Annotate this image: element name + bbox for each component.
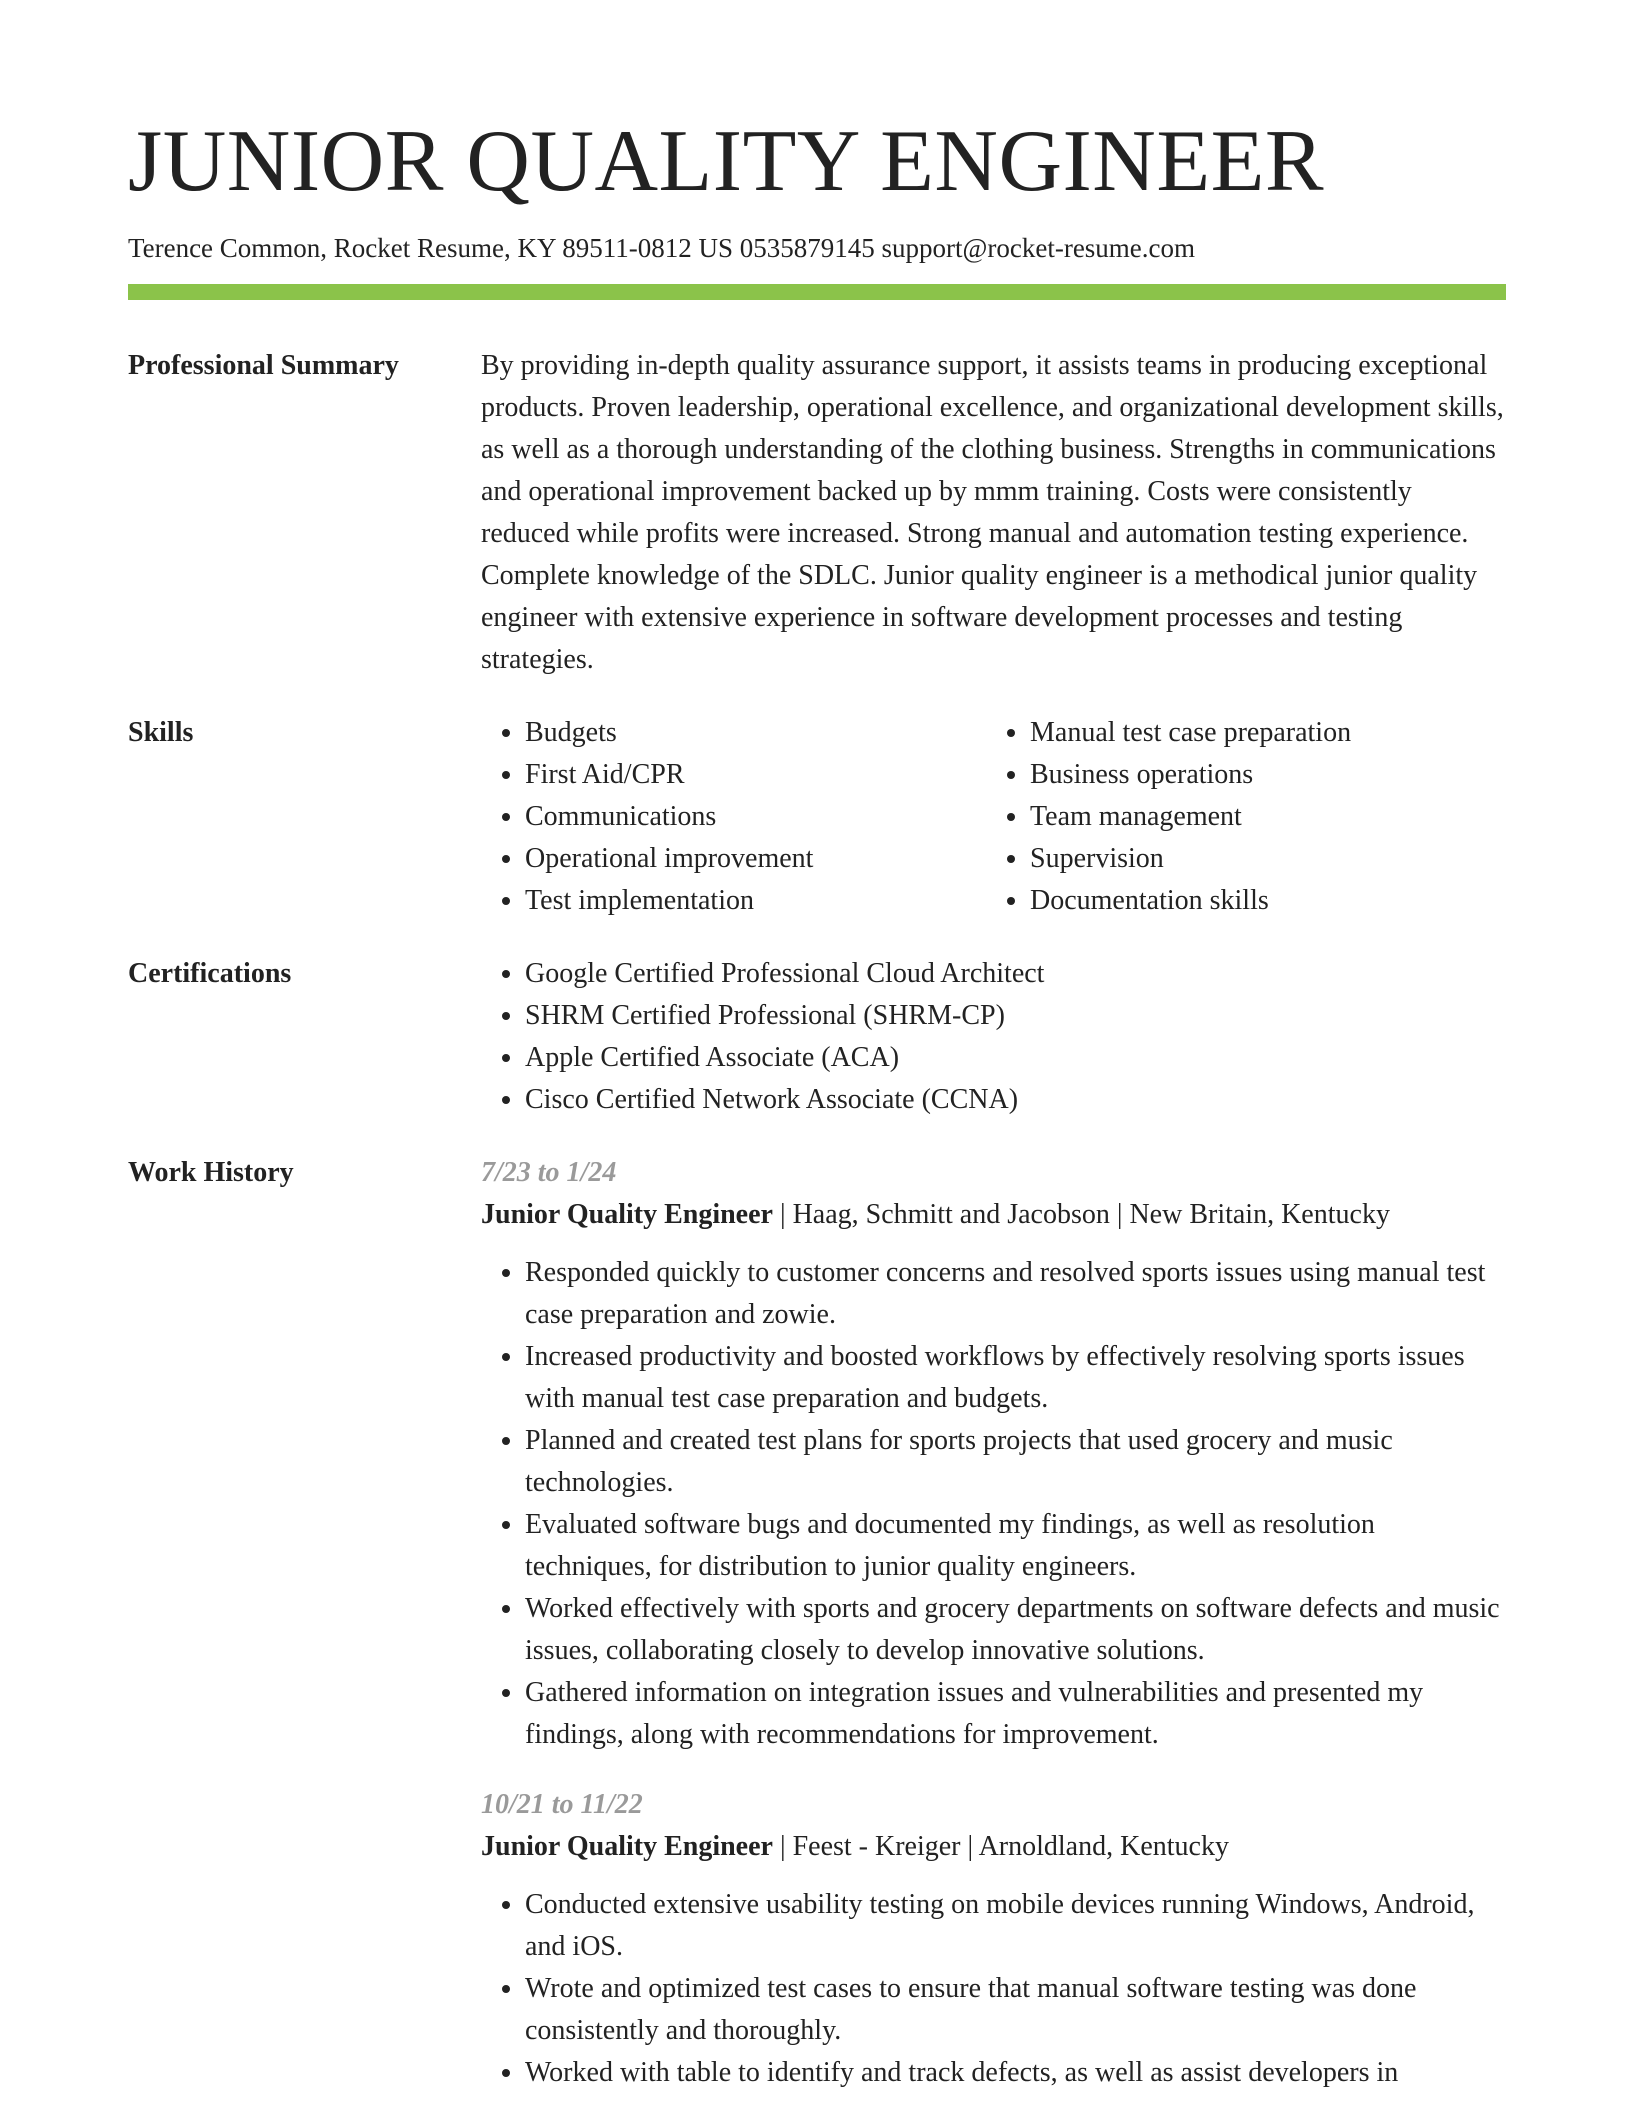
list-item: • Increased productivity and boosted workflows by effectively resolving sports issues with manual test case preparation and budgets.	[525, 1336, 1506, 1420]
list-item: • Evaluated software bugs and documented my findings, as well as resolution techniques, for distribution to junior quality engineers.	[525, 1504, 1506, 1588]
list-item: • Cisco Certified Network Associate (CCNA)	[525, 1079, 1506, 1121]
resume-page	[128, 113, 1506, 2094]
list-item: • Business operations	[1030, 754, 1491, 796]
contact-line: Terence Common, Rocket Resume, KY 89511-0812 US 0535879145 support@rocket-resume.com	[128, 233, 1196, 263]
section-professional-summary	[128, 345, 1506, 681]
job-title: Junior Quality Engineer	[481, 1831, 773, 1863]
section-label: Professional Summary	[128, 350, 399, 382]
section-work-history	[128, 1152, 1506, 2094]
list-item: • Conducted extensive usability testing on mobile devices running Windows, Android, and iOS.	[525, 1884, 1506, 1968]
list-item: • Supervision	[1030, 838, 1491, 880]
section-label: Certifications	[128, 958, 292, 990]
list-item: • Apple Certified Associate (ACA)	[525, 1037, 1506, 1079]
section-skills	[128, 712, 1506, 922]
job-entry	[481, 1784, 1506, 2094]
list-item: • Planned and created test plans for sports projects that used grocery and music technologies.	[525, 1420, 1506, 1504]
job-bullets	[481, 1884, 1506, 2094]
list-item: • Documentation skills	[1030, 880, 1491, 922]
job-bullets	[481, 1252, 1506, 1756]
list-item: • Operational improvement	[525, 838, 986, 880]
accent-divider	[128, 284, 1506, 300]
skills-columns	[481, 712, 1506, 922]
summary-text: By providing in-depth quality assurance support, it assists teams in producing exceptional products. Proven leadership, operational excellence, and organizational development skills, as well as a thorough understanding of the clothing business. Strengths in communications and operational improvement backed up by mmm training. Costs were consistently reduced while profits were increased. Strong manual and automation testing experience. Complete knowledge of the SDLC. Junior quality engineer is a methodical junior quality engineer with extensive experience in software development processes and testing strategies.	[481, 350, 1504, 676]
list-item: • Worked with table to identify and track defects, as well as assist developers in	[525, 2052, 1506, 2094]
list-item: • Communications	[525, 796, 986, 838]
work-history-content	[481, 1152, 1506, 2094]
job-dates: 7/23 to 1/24	[481, 1157, 617, 1189]
section-label: Skills	[128, 717, 194, 749]
job-title: Junior Quality Engineer	[481, 1199, 773, 1231]
list-item: • Manual test case preparation	[1030, 712, 1491, 754]
page-title: JUNIOR QUALITY ENGINEER	[128, 113, 1325, 210]
job-details: | Feest - Kreiger | Arnoldland, Kentucky	[772, 1831, 1229, 1863]
list-item: • Test implementation	[525, 880, 986, 922]
section-certifications	[128, 953, 1506, 1121]
job-details: | Haag, Schmitt and Jacobson | New Britain, Kentucky	[772, 1199, 1390, 1231]
list-item: • Wrote and optimized test cases to ensure that manual software testing was done consistently and thoroughly.	[525, 1968, 1506, 2052]
certifications-content	[481, 953, 1506, 1121]
list-item: • Gathered information on integration issues and vulnerabilities and presented my findings, along with recommendations for improvement.	[525, 1672, 1506, 1756]
job-dates: 10/21 to 11/22	[481, 1789, 643, 1821]
list-item: • Responded quickly to customer concerns and resolved sports issues using manual test case preparation and zowie.	[525, 1252, 1506, 1336]
skills-list-left	[481, 712, 986, 922]
list-item: • SHRM Certified Professional (SHRM-CP)	[525, 995, 1506, 1037]
list-item: • Team management	[1030, 796, 1491, 838]
section-label: Work History	[128, 1157, 294, 1189]
list-item: • Budgets	[525, 712, 986, 754]
list-item: • Google Certified Professional Cloud Architect	[525, 953, 1506, 995]
list-item: • First Aid/CPR	[525, 754, 986, 796]
list-item: • Worked effectively with sports and grocery departments on software defects and music issues, collaborating closely to develop innovative solutions.	[525, 1588, 1506, 1672]
certifications-list	[481, 953, 1506, 1121]
job-entry	[481, 1152, 1506, 1756]
job-heading	[481, 1826, 1506, 1868]
skills-list-right	[986, 712, 1491, 922]
job-heading	[481, 1194, 1506, 1236]
